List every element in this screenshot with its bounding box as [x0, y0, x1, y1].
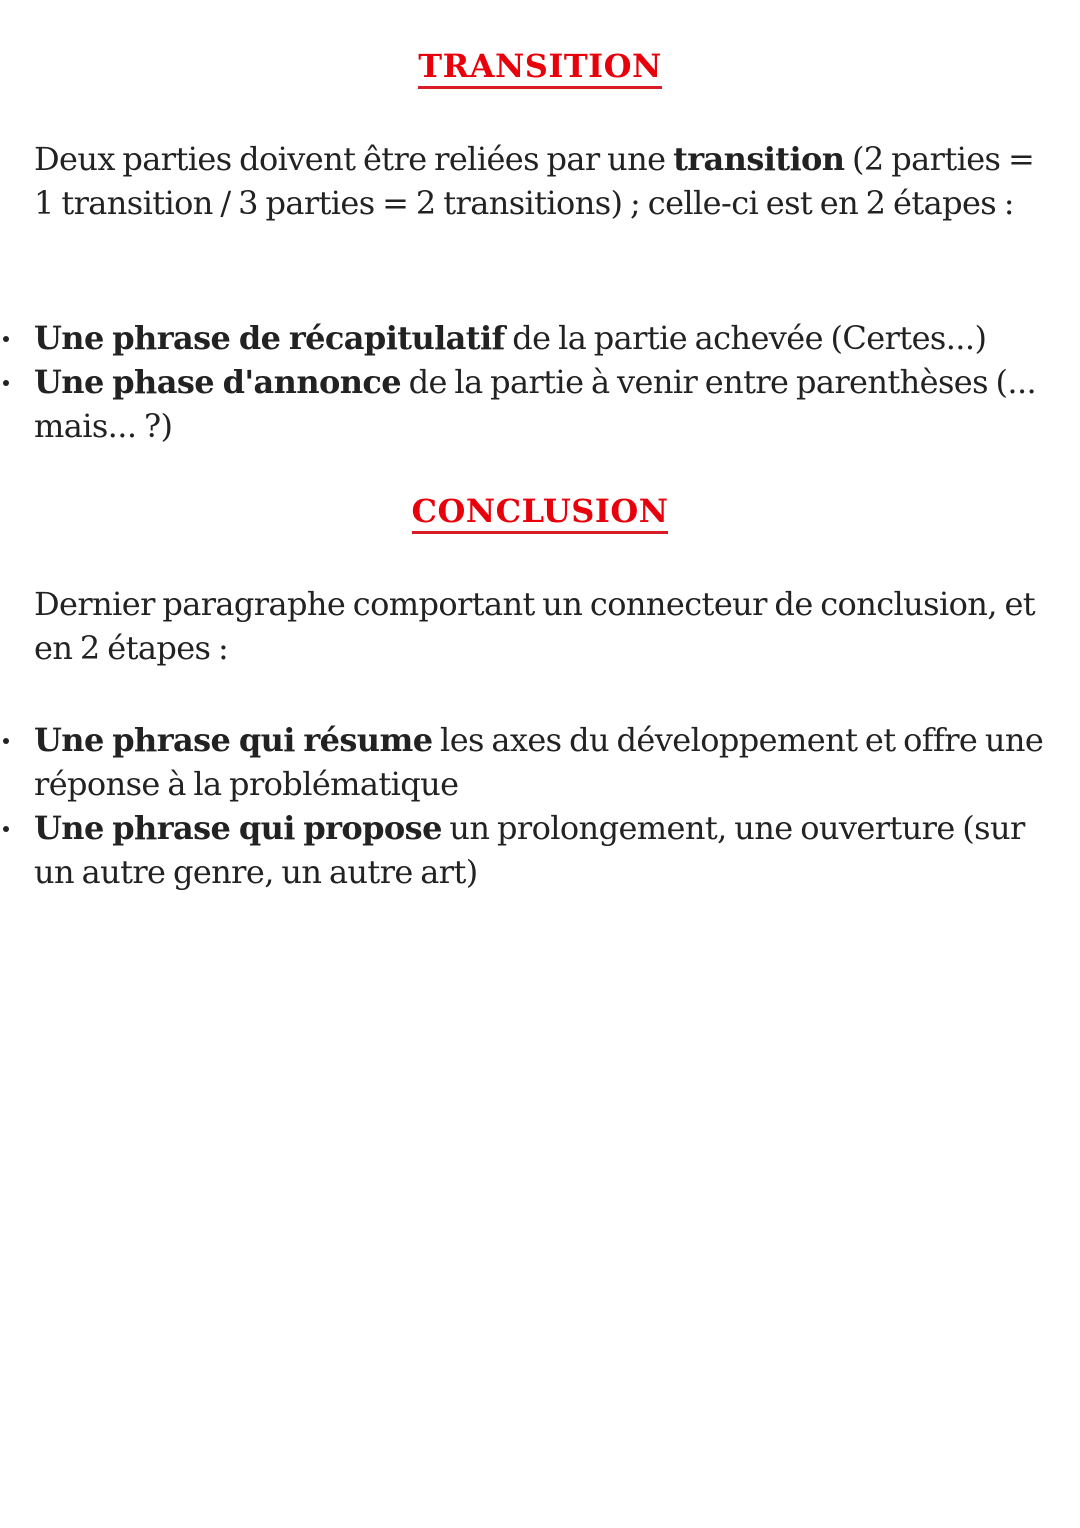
list-item: [0, 360, 1054, 448]
bullet-bold-text: Une phrase qui résume: [34, 721, 433, 759]
conclusion-intro-text: Dernier paragraphe comportant un connecteur de conclusion, et en 2 étapes :: [34, 585, 1036, 667]
bullet-bold-text: Une phrase qui propose: [34, 809, 442, 847]
bullet-text: les axes du développement et offre une réponse à la problématique: [34, 721, 1044, 803]
conclusion-intro-paragraph: [34, 582, 1054, 670]
bullet-text: de la partie achevée (Certes...): [504, 319, 987, 357]
list-item: [0, 316, 1054, 360]
transition-intro-text-before: Deux parties doivent être reliées par une: [34, 140, 674, 178]
transition-intro-bold: transition: [673, 140, 845, 178]
bullet-text: un prolongement, une ouverture (sur un autre genre, un autre art): [34, 809, 1025, 891]
transition-heading-text: TRANSITION: [418, 47, 661, 89]
list-item: [0, 718, 1054, 806]
transition-bullet-list: [0, 316, 1080, 448]
bullet-icon: [3, 380, 9, 386]
transition-heading: [0, 46, 1080, 86]
bullet-text: de la partie à venir entre parenthèses (... mais... ?): [34, 363, 1037, 445]
transition-intro-text-after: (2 parties = 1 transition / 3 parties = 2 transitions) ; celle-ci est en 2 étapes :: [34, 140, 1035, 222]
bullet-icon: [3, 738, 9, 744]
list-item: [0, 806, 1054, 894]
bullet-icon: [3, 826, 9, 832]
bullet-bold-text: Une phase d'annonce: [34, 363, 402, 401]
bullet-bold-text: Une phrase de récapitulatif: [34, 319, 505, 357]
conclusion-bullet-list: [0, 718, 1080, 894]
conclusion-heading: [0, 491, 1080, 531]
conclusion-heading-text: CONCLUSION: [412, 492, 669, 534]
bullet-icon: [3, 336, 9, 342]
transition-intro-paragraph: [34, 137, 1054, 225]
